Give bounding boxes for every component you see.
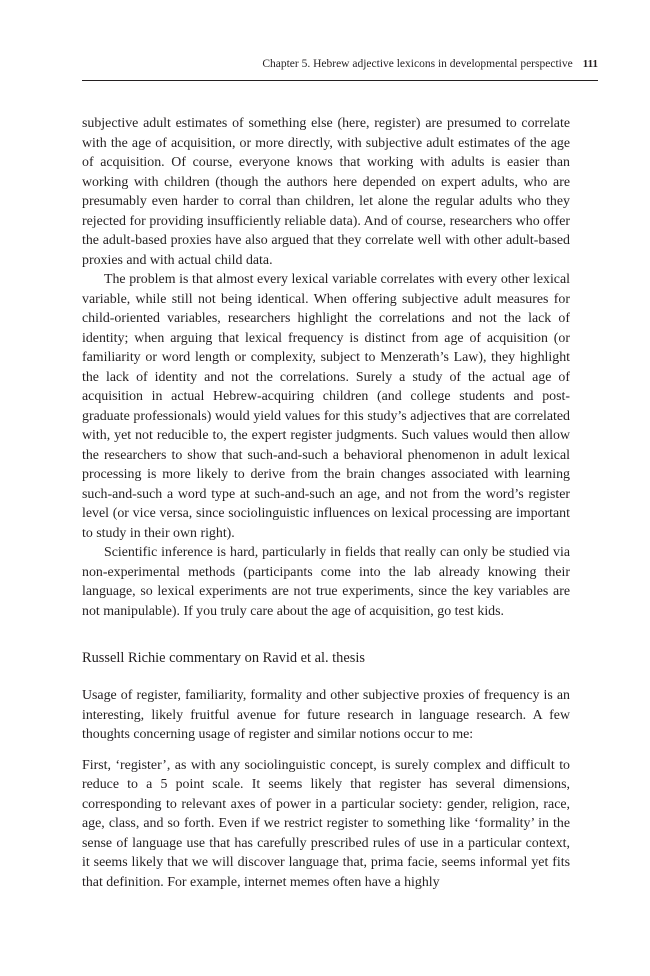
body-paragraph: The problem is that almost every lexical variable correlates with every other lexical variable, while still not being identical. When offering subjective adult measures for child-oriented variables, researchers highlight the correlations and not the lack of identity; when arguing that lexical frequency is distinct from age of acquisition (or familiarity or word length or complexity, subject to Menzerath’s Law), they highlight the lack of identity and not the correlations. Surely a study of the actual age of acquisition in actual Hebrew-acquiring children (and college students and post-graduate professionals) would yield values for this study’s adjectives that are correlated with, yet not reducible to, the expert register judgments. Such values would then allow the researchers to show that such-and-such a behavioral phenomenon in adult lexical processing is more likely to derive from the brain changes associated with learning such-and-such a word type at such-and-such an age, and not from the word’s register level (or vice versa, since sociolinguistic influences on lexical processing are important to study in their own right).	[82, 272, 570, 541]
page-body	[82, 114, 570, 892]
body-paragraph: Scientific inference is hard, particularly in fields that really can only be studied via non-experimental methods (participants come into the lab already knowing their language, so lexical experiments are not true experiments, since the key variables are not manipulable). If you truly care about the age of acquisition, go test kids.	[82, 545, 570, 619]
header-rule	[82, 80, 598, 81]
running-header	[82, 58, 598, 80]
section-paragraph: First, ‘register’, as with any sociolinguistic concept, is surely complex and difficult to reduce to a 5 point scale. It seems likely that register has several dimensions, corresponding to relevant axes of power in a particular society: gender, religion, race, age, class, and so forth. Even if we restrict register to something like ‘formality’ in the sense of language use that has carefully prescribed rules of use in a particular context, it seems likely that we will discover language that, prima facie, seems informal yet fits that definition. For example, internet memes often have a highly	[82, 757, 570, 890]
section-heading: Russell Richie commentary on Ravid et al. thesis	[82, 650, 365, 666]
body-paragraph: subjective adult estimates of something else (here, register) are presumed to correlate with the age of acquisition, or more directly, with subjective adult estimates of the age of acquisition. Of course, everyone knows that working with adults is easier than working with children (though the authors here depended on expert adults, who are presumably even harder to corral than children, let alone the regular adults who they rejected for providing insufficiently reliable data). And of course, researchers who offer the adult-based proxies have also argued that they correlate well with other adult-based proxies and with actual child data.	[82, 116, 570, 268]
section-paragraph: Usage of register, familiarity, formality and other subjective proxies of frequency is an interesting, likely fruitful avenue for future research in language research. A few thoughts concerning usage of register and similar notions occur to me:	[82, 688, 570, 742]
page-number: 111	[582, 58, 598, 70]
running-title: Chapter 5. Hebrew adjective lexicons in developmental perspective	[262, 58, 573, 70]
